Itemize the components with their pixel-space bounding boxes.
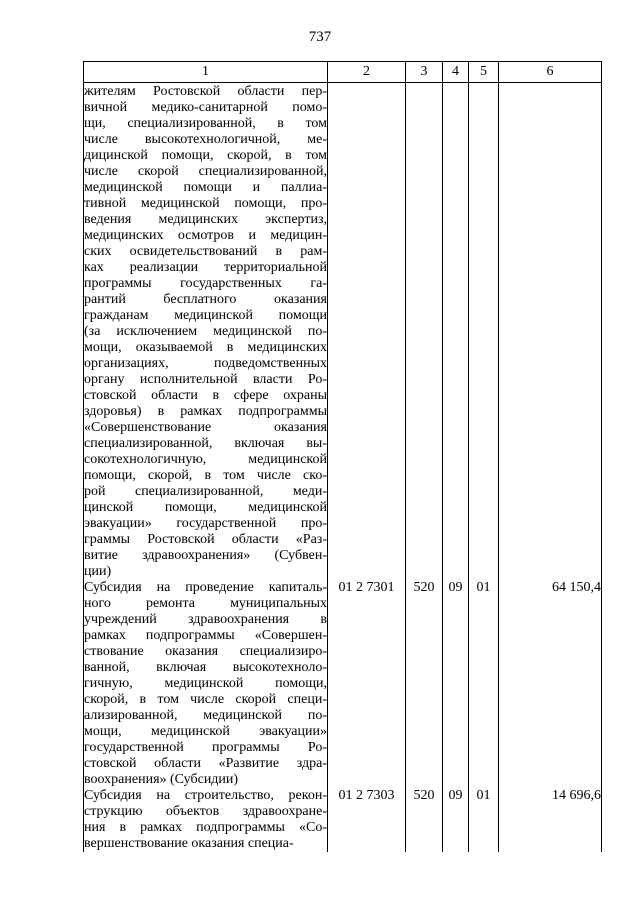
- column-header-amount: 6: [499, 62, 602, 83]
- item-name-line: жителям Ростовской области пер-: [84, 84, 327, 99]
- item-name-line: помощи, скорой, в том числе ско-: [84, 468, 327, 483]
- item-name-line: ведения медицинских экспертиз,: [84, 212, 327, 227]
- item-name-line: Субсидия на строительство, рекон-: [84, 788, 327, 803]
- item-name-line: медицинской помощи и паллиа-: [84, 180, 327, 195]
- target-article-cell: 01 2 7301: [328, 580, 406, 788]
- item-name-line: ции): [84, 564, 112, 579]
- expense-type-cell: 520: [406, 580, 443, 788]
- amount-cell: 64 150,4: [499, 580, 602, 788]
- item-name-line: рой специализированной, меди-: [84, 484, 327, 499]
- table-row: [84, 580, 602, 788]
- item-name-line: государственной программы Ро-: [84, 740, 327, 755]
- item-name-line: граммы Ростовской области «Раз-: [84, 532, 327, 547]
- column-header-type: 3: [406, 62, 443, 83]
- item-name-line: рантий бесплатного оказания: [84, 292, 327, 307]
- section-cell: 09: [443, 580, 469, 788]
- item-name-line: воохранения» (Субсидии): [84, 772, 239, 787]
- item-name-line: стовской области в сфере охраны: [84, 388, 327, 403]
- amount-cell: [499, 83, 602, 581]
- column-header-name: 1: [84, 62, 328, 83]
- item-name-line: тивной медицинской помощи, про-: [84, 196, 327, 211]
- item-name-line: числе скорой специализированной,: [84, 164, 327, 179]
- section-cell: 09: [443, 788, 469, 852]
- column-header-target: 2: [328, 62, 406, 83]
- table-row: [84, 788, 602, 852]
- target-article-cell: 01 2 7303: [328, 788, 406, 852]
- column-number-row: [84, 62, 602, 83]
- budget-table: [83, 61, 602, 852]
- item-name-line: витие здравоохранения» (Субвен-: [84, 548, 327, 563]
- page-number: 737: [308, 29, 332, 45]
- section-cell: [443, 83, 469, 581]
- item-name-line: учреждений здравоохранения в: [84, 612, 327, 627]
- item-name-line: сокотехнологичную, медицинской: [84, 452, 327, 467]
- item-name-line: ализированной, медицинской по-: [84, 708, 327, 723]
- item-name-line: специализированной, включая вы-: [84, 436, 327, 451]
- item-name-line: программы государственных га-: [84, 276, 327, 291]
- item-name-line: (за исключением медицинской по-: [84, 324, 327, 339]
- item-name-line: щи, специализированной, в том: [84, 116, 327, 131]
- subsection-cell: 01: [469, 580, 499, 788]
- item-name-line: ванной, включая высокотехноло-: [84, 660, 327, 675]
- item-name-line: мощи, медицинской эвакуации»: [84, 724, 327, 739]
- item-name-line: ного ремонта муниципальных: [84, 596, 327, 611]
- item-name-line: скорой, в том числе скорой специ-: [84, 692, 327, 707]
- subsection-cell: [469, 83, 499, 581]
- item-name-line: эвакуации» государственной про-: [84, 516, 327, 531]
- table-body: [84, 83, 602, 853]
- table-row: [84, 83, 602, 581]
- item-name-line: «Совершенствование оказания: [84, 420, 327, 435]
- item-name-line: гражданам медицинской помощи: [84, 308, 327, 323]
- item-name-cell: [84, 788, 328, 852]
- item-name-line: Субсидия на проведение капиталь-: [84, 580, 327, 595]
- item-name-line: числе высокотехнологичной, ме-: [84, 132, 327, 147]
- item-name-line: ских освидетельствований в рам-: [84, 244, 327, 259]
- item-name-line: вичной медико-санитарной помо-: [84, 100, 327, 115]
- expense-type-cell: 520: [406, 788, 443, 852]
- target-article-cell: [328, 83, 406, 581]
- item-name-line: здоровья) в рамках подпрограммы: [84, 404, 327, 419]
- item-name-line: органу исполнительной власти Ро-: [84, 372, 327, 387]
- column-header-section: 4: [443, 62, 469, 83]
- item-name-line: стовской области «Развитие здра-: [84, 756, 327, 771]
- item-name-line: вершенствование оказания специа-: [84, 836, 294, 851]
- expense-type-cell: [406, 83, 443, 581]
- amount-cell: 14 696,6: [499, 788, 602, 852]
- subsection-cell: 01: [469, 788, 499, 852]
- item-name-cell: [84, 83, 328, 581]
- item-name-line: организациях, подведомственных: [84, 356, 327, 371]
- item-name-line: мощи, оказываемой в медицинских: [84, 340, 327, 355]
- item-name-line: цинской помощи, медицинской: [84, 500, 327, 515]
- item-name-line: струкцию объектов здравоохране-: [84, 804, 327, 819]
- item-name-line: ках реализации территориальной: [84, 260, 327, 275]
- item-name-line: гичную, медицинской помощи,: [84, 676, 327, 691]
- item-name-cell: [84, 580, 328, 788]
- item-name-line: рамках подпрограммы «Совершен-: [84, 628, 327, 643]
- item-name-line: медицинских осмотров и медицин-: [84, 228, 327, 243]
- item-name-line: дицинской помощи, скорой, в том: [84, 148, 327, 163]
- item-name-line: ния в рамках подпрограммы «Со-: [84, 820, 327, 835]
- column-header-subsection: 5: [469, 62, 499, 83]
- item-name-line: ствование оказания специализиро-: [84, 644, 327, 659]
